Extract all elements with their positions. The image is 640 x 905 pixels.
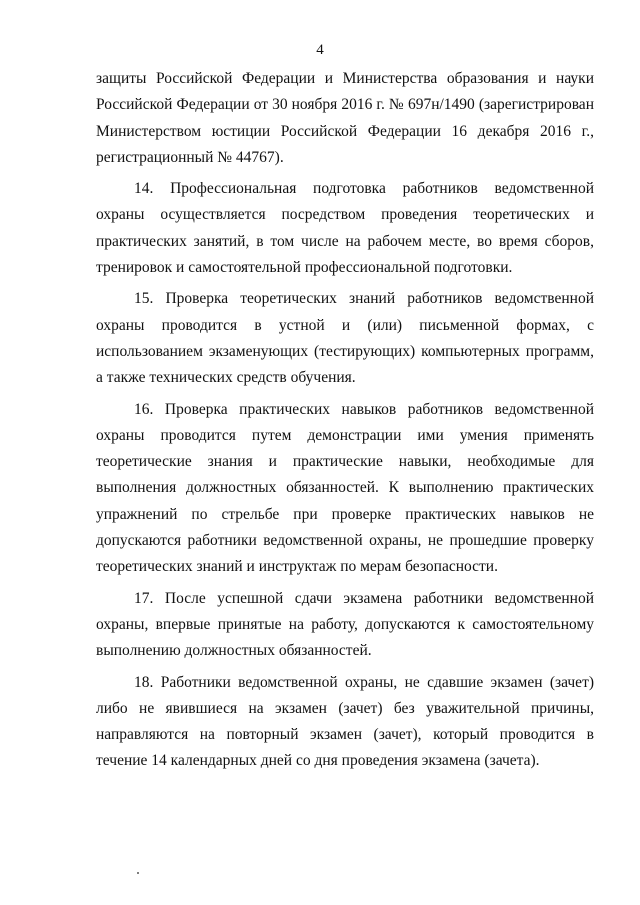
paragraph-17: 17. После успешной сдачи экзамена работники ведомственной охраны, впервые принятые на работу, допускаются к самостоятельному выполнению должностных обязанностей. [96,589,594,660]
paragraph-15: 15. Проверка теоретических знаний работников ведомственной охраны проводится в устной и (или) письменной формах, с использованием экзаменующих (тестирующих) компьютерных программ, а также технических средств обучения. [96,290,594,387]
paragraph-continuation: защиты Российской Федерации и Министерства образования и науки Российской Федерации от 30 ноября 2016 г. № 697н/1490 (зарегистрирован Министерством юстиции Российской Федерации 16 декабря 2016 г., регистрационный № 44767). [96,70,594,166]
paragraph-16: 16. Проверка практических навыков работников ведомственной охраны проводится путем демонстрации ими умения применять теоретические знания и практические навыки, необходимые для выполнения должностных обязанностей. К выполнению практических упражнений по стрельбе при проверке практических навыков не допускаются работники ведомственной охраны, не прошедшие проверку теоретических знаний и инструктаж по мерам безопасности. [96,400,594,576]
paragraph-18: 18. Работники ведомственной охраны, не сдавшие экзамен (зачет) либо не явившиеся на экзамен (зачет) без уважительной причины, направляются на повторный экзамен (зачет), который проводится в течение 14 календарных дней со дня проведения экзамена (зачета). [96,673,594,770]
scan-artifact-dot [137,872,139,874]
page-number: 4 [316,42,324,58]
document-body [96,66,594,780]
paragraph-14: 14. Профессиональная подготовка работников ведомственной охраны осуществляется посредством проведения теоретических и практических занятий, в том числе на рабочем месте, во время сборов, тренировок и самостоятельной профессиональной подготовки. [96,180,594,277]
